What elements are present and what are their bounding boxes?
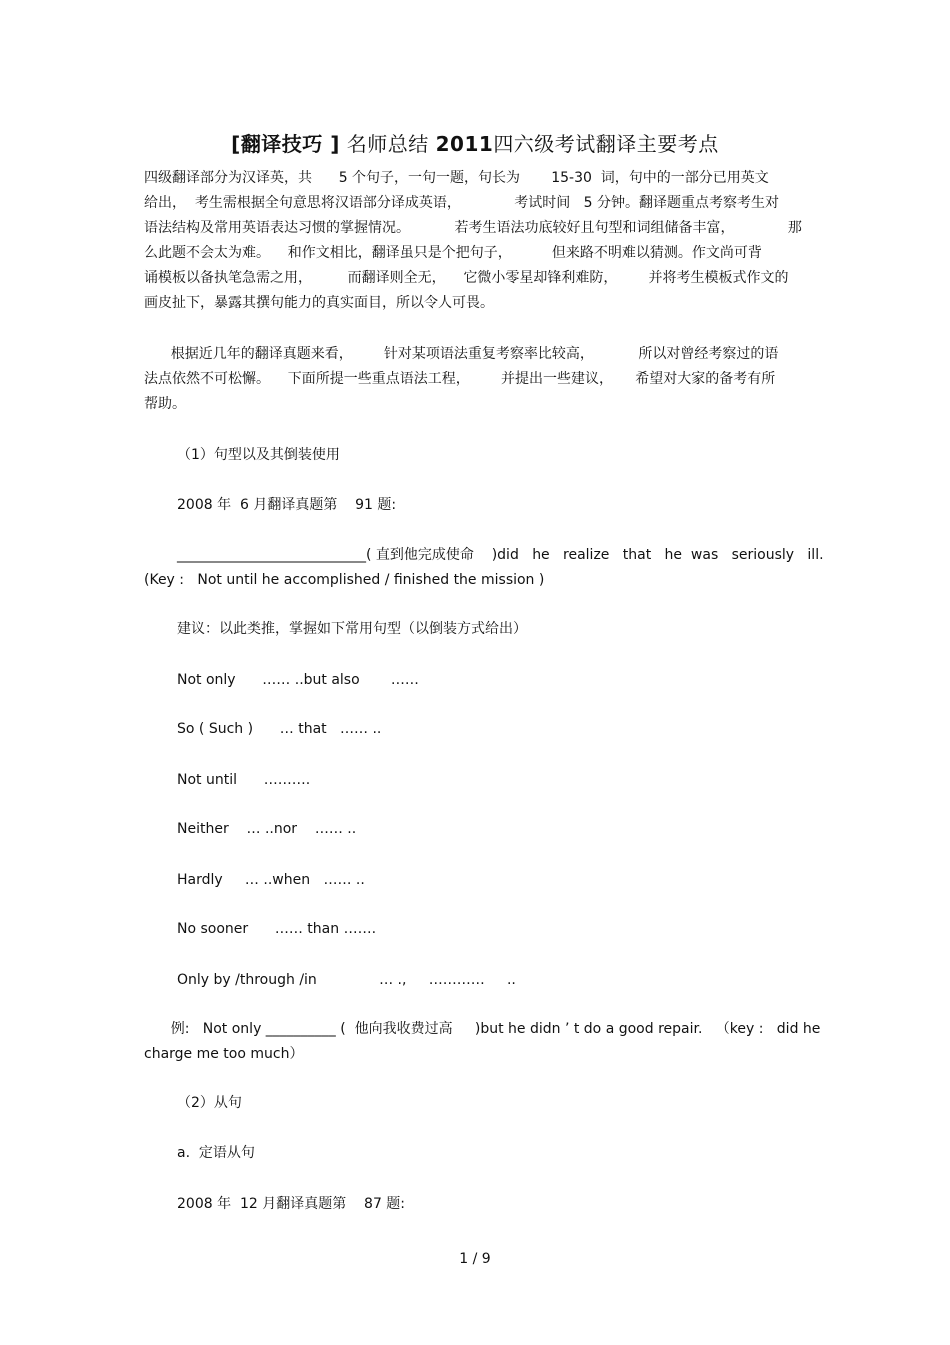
section1-heading: （1）句型以及其倒装使用 (177, 447, 340, 463)
paragraph1-line: 四级翻译部分为汉译英，共 5 个句子，一句一题，句长为 15-30 词，句中的一部分已用英文 (144, 170, 769, 186)
paragraph1-line: 给出， 考生需根据全句意思将汉语部分译成英语， 考试时间 5 分钟。翻译题重点考察考生对 (144, 195, 780, 211)
title-bracket-tag: [翻译技巧 ] (231, 132, 340, 156)
document-title (0, 128, 950, 157)
paragraph1-line: 么此题不会太为难。 和作文相比，翻译虽只是个把句子， 但来路不明难以猜测。作文尚可背 (144, 245, 762, 261)
paragraph2-line: 根据近几年的翻译真题来看， 针对某项语法重复考察率比较高， 所以对曾经考察过的语 (144, 346, 779, 362)
pattern-item: Only by /through /in … ., ………… .. (177, 972, 516, 988)
section2-heading: （2）从句 (177, 1095, 242, 1111)
exam1-key: (Key : Not until he accomplished / finished the mission ) (144, 572, 545, 588)
suggestion-text: 建议：以此类推，掌握如下常用句型（以倒装方式给出） (177, 621, 527, 637)
pattern-item: Hardly … ..when …… .. (177, 872, 365, 888)
subsection-a-heading: a. 定语从句 (177, 1145, 255, 1161)
pattern-item: Not only …… ..but also …… (177, 672, 419, 688)
exam1-label: 2008 年 6 月翻译真题第 91 题: (177, 497, 397, 513)
paragraph2-line: 法点依然不可松懈。 下面所提一些重点语法工程， 并提出一些建议， 希望对大家的备考有所 (144, 371, 776, 387)
pattern-item: No sooner …… than ……. (177, 921, 377, 937)
exam1-question: ___________________________( 直到他完成使命 )did he realize that he was seriously ill. (177, 547, 824, 563)
pattern-item: Neither … ..nor …… .. (177, 821, 357, 837)
paragraph1-line: 画皮扯下，暴露其撰句能力的真实面目，所以令人可畏。 (144, 295, 494, 311)
paragraph1-line: 诵模板以备执笔急需之用， 而翻译则全无， 它微小零星却锋利难防， 并将考生模板式作文的 (144, 270, 789, 286)
pattern-item: Not until ………. (177, 772, 311, 788)
title-tail-text: 四六级考试翻译主要考点 (493, 132, 719, 156)
page-number: 1 / 9 (459, 1251, 491, 1267)
title-middle-text: 名师总结 (339, 132, 436, 156)
example-line: 例: Not only __________ ( 他向我收费过高 )but he didn ’ t do a good repair. （key : did he (144, 1021, 821, 1037)
pattern-item: So ( Such ) … that …… .. (177, 721, 382, 737)
paragraph2-line: 帮助。 (144, 396, 186, 412)
title-year: 2011 (435, 132, 494, 156)
exam2-label: 2008 年 12 月翻译真题第 87 题: (177, 1196, 406, 1212)
example-line: charge me too much） (144, 1046, 304, 1062)
paragraph1-line: 语法结构及常用英语表达习惯的掌握情况。 若考生语法功底较好且句型和词组储备丰富， 那 (144, 220, 802, 236)
